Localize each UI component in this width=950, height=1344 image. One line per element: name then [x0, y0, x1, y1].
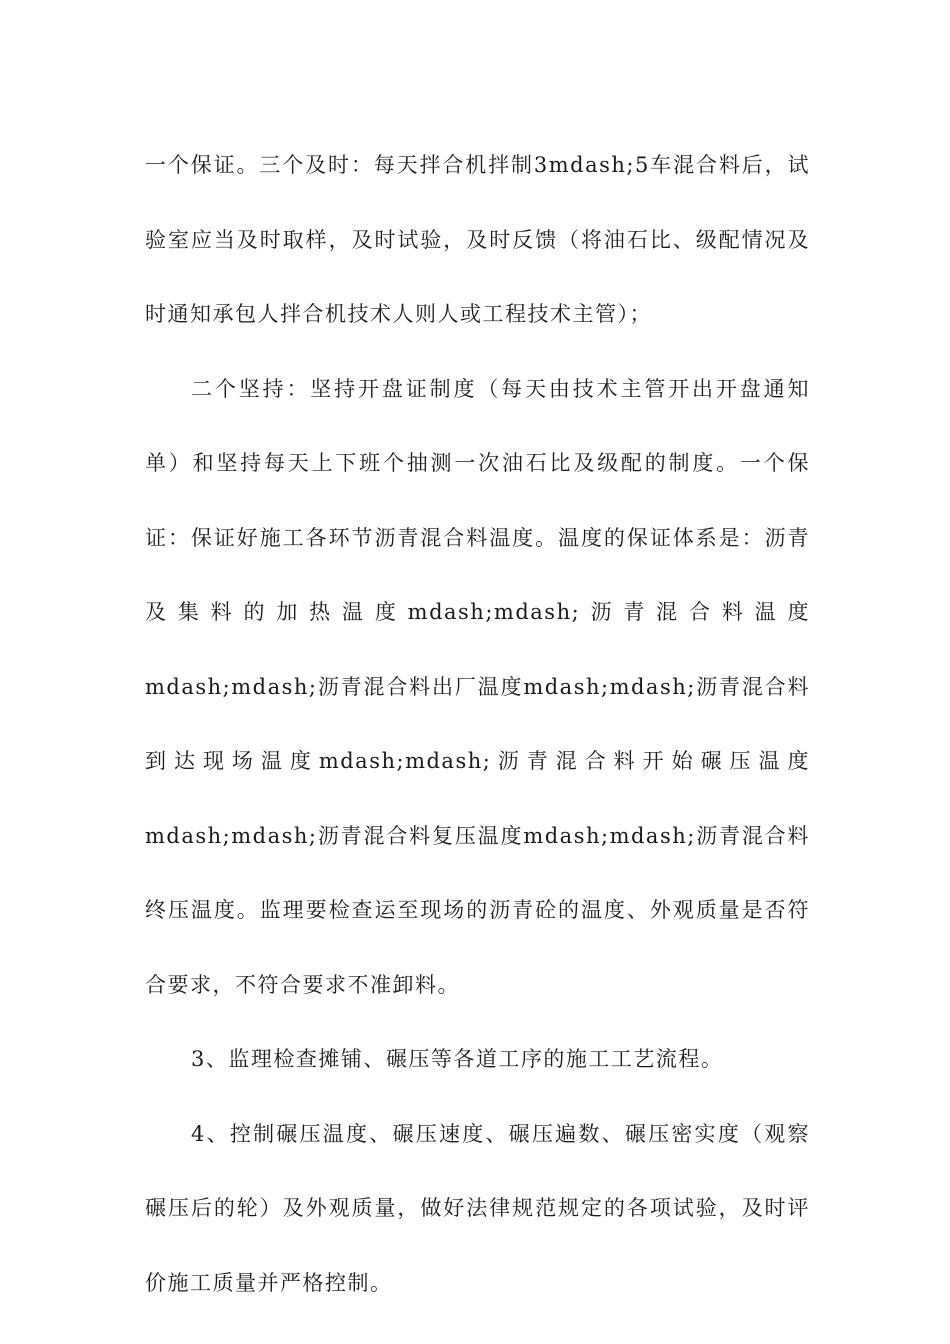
paragraph-3: 3、监理检查摊铺、碾压等各道工序的施工工艺流程。 [191, 1047, 724, 1071]
paragraph-1: 一个保证。三个及时：每天拌合机拌制3mdash;5车混合料后，试验室应当及时取样，及时试验，及时反馈（将油石比、级配情况及时通知承包人拌合机技术人则人或工程技术主管）； [145, 153, 810, 326]
paragraph-2: 二个坚持：坚持开盘证制度（每天由技术主管开出开盘通知单）和坚持每天上下班个抽测一次油石比及级配的制度。一个保证：保证好施工各环节沥青混合料温度。温度的保证体系是：沥青及集料的加热温度mdash;mdash;沥青混合料温度mdash;mdash;沥青混合料出厂温度mdash;mdash;沥青混合料到达现场温度mdash;mdash;沥青混合料开始碾压温度mdash;mdash;沥青混合料复压温度mdash;mdash;沥青混合料终压温度。监理要检查运至现场的沥青砼的温度、外观质量是否符合要求，不符合要求不准卸料。 [145, 376, 810, 997]
paragraph-4: 4、控制碾压温度、碾压速度、碾压遍数、碾压密实度（观察碾压后的轮）及外观质量，做好法律规范规定的各项试验，及时评价施工质量并严格控制。 [145, 1121, 810, 1295]
document-body [145, 128, 810, 1320]
